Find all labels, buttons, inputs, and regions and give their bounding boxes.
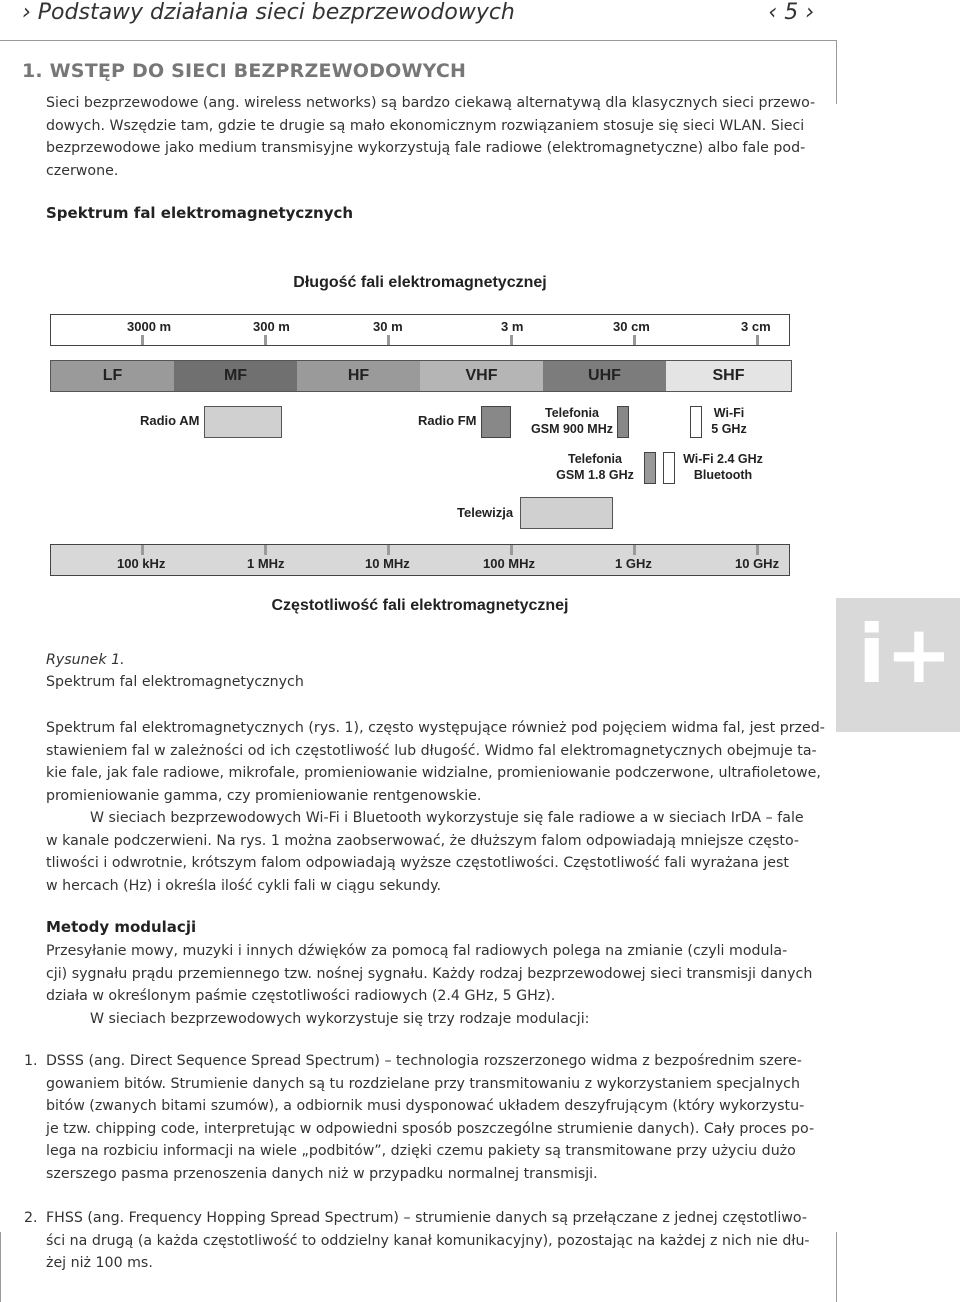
scale-tick [633, 335, 636, 345]
intro-line: czerwone. [46, 162, 119, 179]
frequency-label: 1 GHz [615, 556, 652, 571]
modulation-subheading: Metody modulacji [46, 918, 197, 936]
radio-fm-label: Radio FM [418, 413, 477, 428]
frequency-label: 10 GHz [735, 556, 780, 571]
gsm18-line: GSM 1.8 GHz [556, 468, 634, 482]
info-plus-badge [836, 598, 960, 732]
band-mf: MF [174, 361, 297, 391]
intro-line: bezprzewodowe jako medium transmisyjne wykorzystują fale radiowe (elektromagnetyczne) albo fale pod- [46, 140, 806, 156]
text-line: W sieciach bezprzewodowych Wi-Fi i Bluetooth wykorzystuje się fale radiowe a w sieciach IrDA – fale [90, 810, 804, 826]
gsm900-line: GSM 900 MHz [531, 422, 613, 436]
wifi5-line: 5 GHz [711, 422, 747, 436]
text-line: w kanale podczerwieni. Na rys. 1 można zaobserwować, że dłuższym falom odpowiadają mniejsze często- [46, 832, 800, 849]
scale-tick [510, 545, 513, 555]
frequency-label: 1 MHz [247, 556, 285, 571]
wifi5-label [706, 405, 752, 437]
text-line: działa w określonym paśmie częstotliwości radiowych (2.4 GHz, 5 GHz). [46, 988, 556, 1004]
wavelength-label: 3 cm [741, 319, 771, 334]
gsm900-label [526, 405, 618, 437]
wifi24-range [663, 452, 675, 484]
band-lf: LF [51, 361, 174, 391]
text-line: lega na rozbiciu informacji na wiele „podbitów”, dzięki czemu pakiety są transmitowane przy użyciu dużo [46, 1143, 796, 1159]
radio-fm-range [481, 406, 511, 438]
list-item-dsss [46, 1050, 814, 1185]
scale-tick [141, 545, 144, 555]
gsm18-range [644, 452, 656, 484]
text-line: stawieniem fal w zależności od ich częstotliwość lub długość. Widmo fal elektromagnetycznych obejmuje ta- [46, 742, 817, 759]
tv-range [520, 497, 613, 529]
text-line: żej niż 100 ms. [46, 1255, 153, 1271]
list-number: 2. [24, 1210, 38, 1226]
text-line: bitów (zwanych bitami szumów), a odbiornik musi dysponować układem deszyfrującym (który wykorzystu- [46, 1098, 805, 1114]
scale-tick [633, 545, 636, 555]
wifi24-line: Wi-Fi 2.4 GHz [683, 452, 763, 466]
figure-caption: Spektrum fal elektromagnetycznych [46, 674, 304, 690]
wavelength-label: 300 m [253, 319, 290, 334]
text-line: cji) sygnału prądu przemiennego tzw. nośnej sygnału. Każdy rodzaj bezprzewodowej sieci transmisji danych [46, 965, 813, 982]
bottom-margin-rule [0, 1232, 1, 1302]
page-number: ‹ 5 › [768, 0, 814, 25]
scale-tick [756, 335, 759, 345]
modulation-paragraph [46, 940, 812, 1030]
frequency-label: 10 MHz [365, 556, 410, 571]
radio-am-range [204, 406, 282, 438]
wavelength-label: 30 cm [613, 319, 650, 334]
text-line: szerszego pasma przenoszenia danych niż w przypadku normalnej transmisji. [46, 1165, 598, 1182]
scale-tick [264, 545, 267, 555]
text-line: promieniowanie gamma, czy promieniowanie rentgenowskie. [46, 787, 482, 804]
wavelength-label: 3000 m [127, 319, 172, 334]
gsm900-line: Telefonia [545, 406, 599, 420]
intro-line: Sieci bezprzewodowe (ang. wireless networks) są bardzo ciekawą alternatywą dla klasycznych sieci przewo- [46, 95, 816, 111]
gsm18-label [552, 451, 638, 483]
band-uhf: UHF [543, 361, 666, 391]
text-line: ści na drugą (a każda częstotliwość to oddzielny kanał komunikacyjny), pozostając na każdej z nich nie dłu- [46, 1232, 810, 1249]
frequency-label: 100 MHz [483, 556, 536, 571]
frequency-label: 100 kHz [117, 556, 166, 571]
wifi5-range [690, 406, 702, 438]
wifi24-label [680, 451, 766, 483]
frequency-title: Częstotliwość fali elektromagnetycznej [271, 597, 569, 614]
text-line: tliwości i odwrotnie, krótszym falom odpowiadają wyższe częstotliwości. Częstotliwość fali wyrażana jest [46, 855, 789, 871]
scale-tick [387, 335, 390, 345]
frequency-bands [50, 360, 792, 392]
wavelength-scale [50, 314, 790, 346]
info-plus-icon: i+ [858, 608, 953, 701]
band-hf: HF [297, 361, 420, 391]
text-line: Spektrum fal elektromagnetycznych (rys. 1), często występujące również pod pojęciem widma fal, jest przed- [46, 720, 825, 736]
gsm18-line: Telefonia [568, 452, 622, 466]
frequency-scale [50, 544, 790, 576]
margin-rule [836, 40, 837, 104]
bottom-margin-rule [836, 1232, 837, 1302]
header-rule [0, 40, 836, 41]
section-heading: 1. WSTĘP DO SIECI BEZPRZEWODOWYCH [22, 60, 467, 82]
text-line: kie fale, jak fale radiowe, mikrofale, promieniowanie widzialne, promieniowanie podczerwone, ultrafioletowe, [46, 765, 821, 781]
text-line: W sieciach bezprzewodowych wykorzystuje się trzy rodzaje modulacji: [90, 1010, 590, 1027]
tv-label: Telewizja [457, 505, 514, 520]
wifi5-line: Wi-Fi [713, 406, 745, 420]
wavelength-label: 30 m [373, 319, 403, 334]
text-line: gowaniem bitów. Strumienie danych są tu rozdzielane przy transmitowaniu z wykorzystaniem specjalnych [46, 1075, 800, 1092]
band-vhf: VHF [420, 361, 543, 391]
scale-tick [264, 335, 267, 345]
text-line: w hercach (Hz) i określa ilość cykli fali w ciągu sekundy. [46, 877, 441, 894]
text-line: Przesyłanie mowy, muzyki i innych dźwięków za pomocą fal radiowych polega na zmianie (czyli modula- [46, 943, 788, 959]
radio-am-label: Radio AM [140, 413, 200, 428]
text-line: je tzw. chipping code, interpretując w odpowiedni sposób poszczególne strumienie danych). Cały proces po- [46, 1120, 815, 1137]
text-line: FHSS (ang. Frequency Hopping Spread Spectrum) – strumienie danych są przełączane z jednej częstotliwo- [46, 1210, 807, 1226]
scale-tick [141, 335, 144, 345]
text-line: DSSS (ang. Direct Sequence Spread Spectrum) – technologia rozszerzonego widma z bezpośrednim szere- [46, 1053, 802, 1069]
spectrum-subheading: Spektrum fal elektromagnetycznych [46, 204, 354, 222]
figure-caption-label: Rysunek 1. [46, 652, 125, 668]
band-shf: SHF [666, 361, 791, 391]
scale-tick [756, 545, 759, 555]
wifi24-line: Bluetooth [693, 468, 753, 482]
running-header-title: › Podstawy działania sieci bezprzewodowych [22, 0, 515, 25]
intro-paragraph [46, 92, 815, 182]
wavelength-title: Długość fali elektromagnetycznej [293, 274, 547, 291]
gsm900-range [617, 406, 629, 438]
intro-line: dowych. Wszędzie tam, gdzie te drugie są mało ekonomicznym rozwiązaniem stosuje się sieci WLAN. Sieci [46, 117, 805, 134]
list-number: 1. [24, 1053, 38, 1069]
scale-tick [387, 545, 390, 555]
list-item-fhss [46, 1207, 810, 1275]
wavelength-label: 3 m [501, 319, 524, 334]
scale-tick [510, 335, 513, 345]
spectrum-paragraph [46, 717, 825, 897]
